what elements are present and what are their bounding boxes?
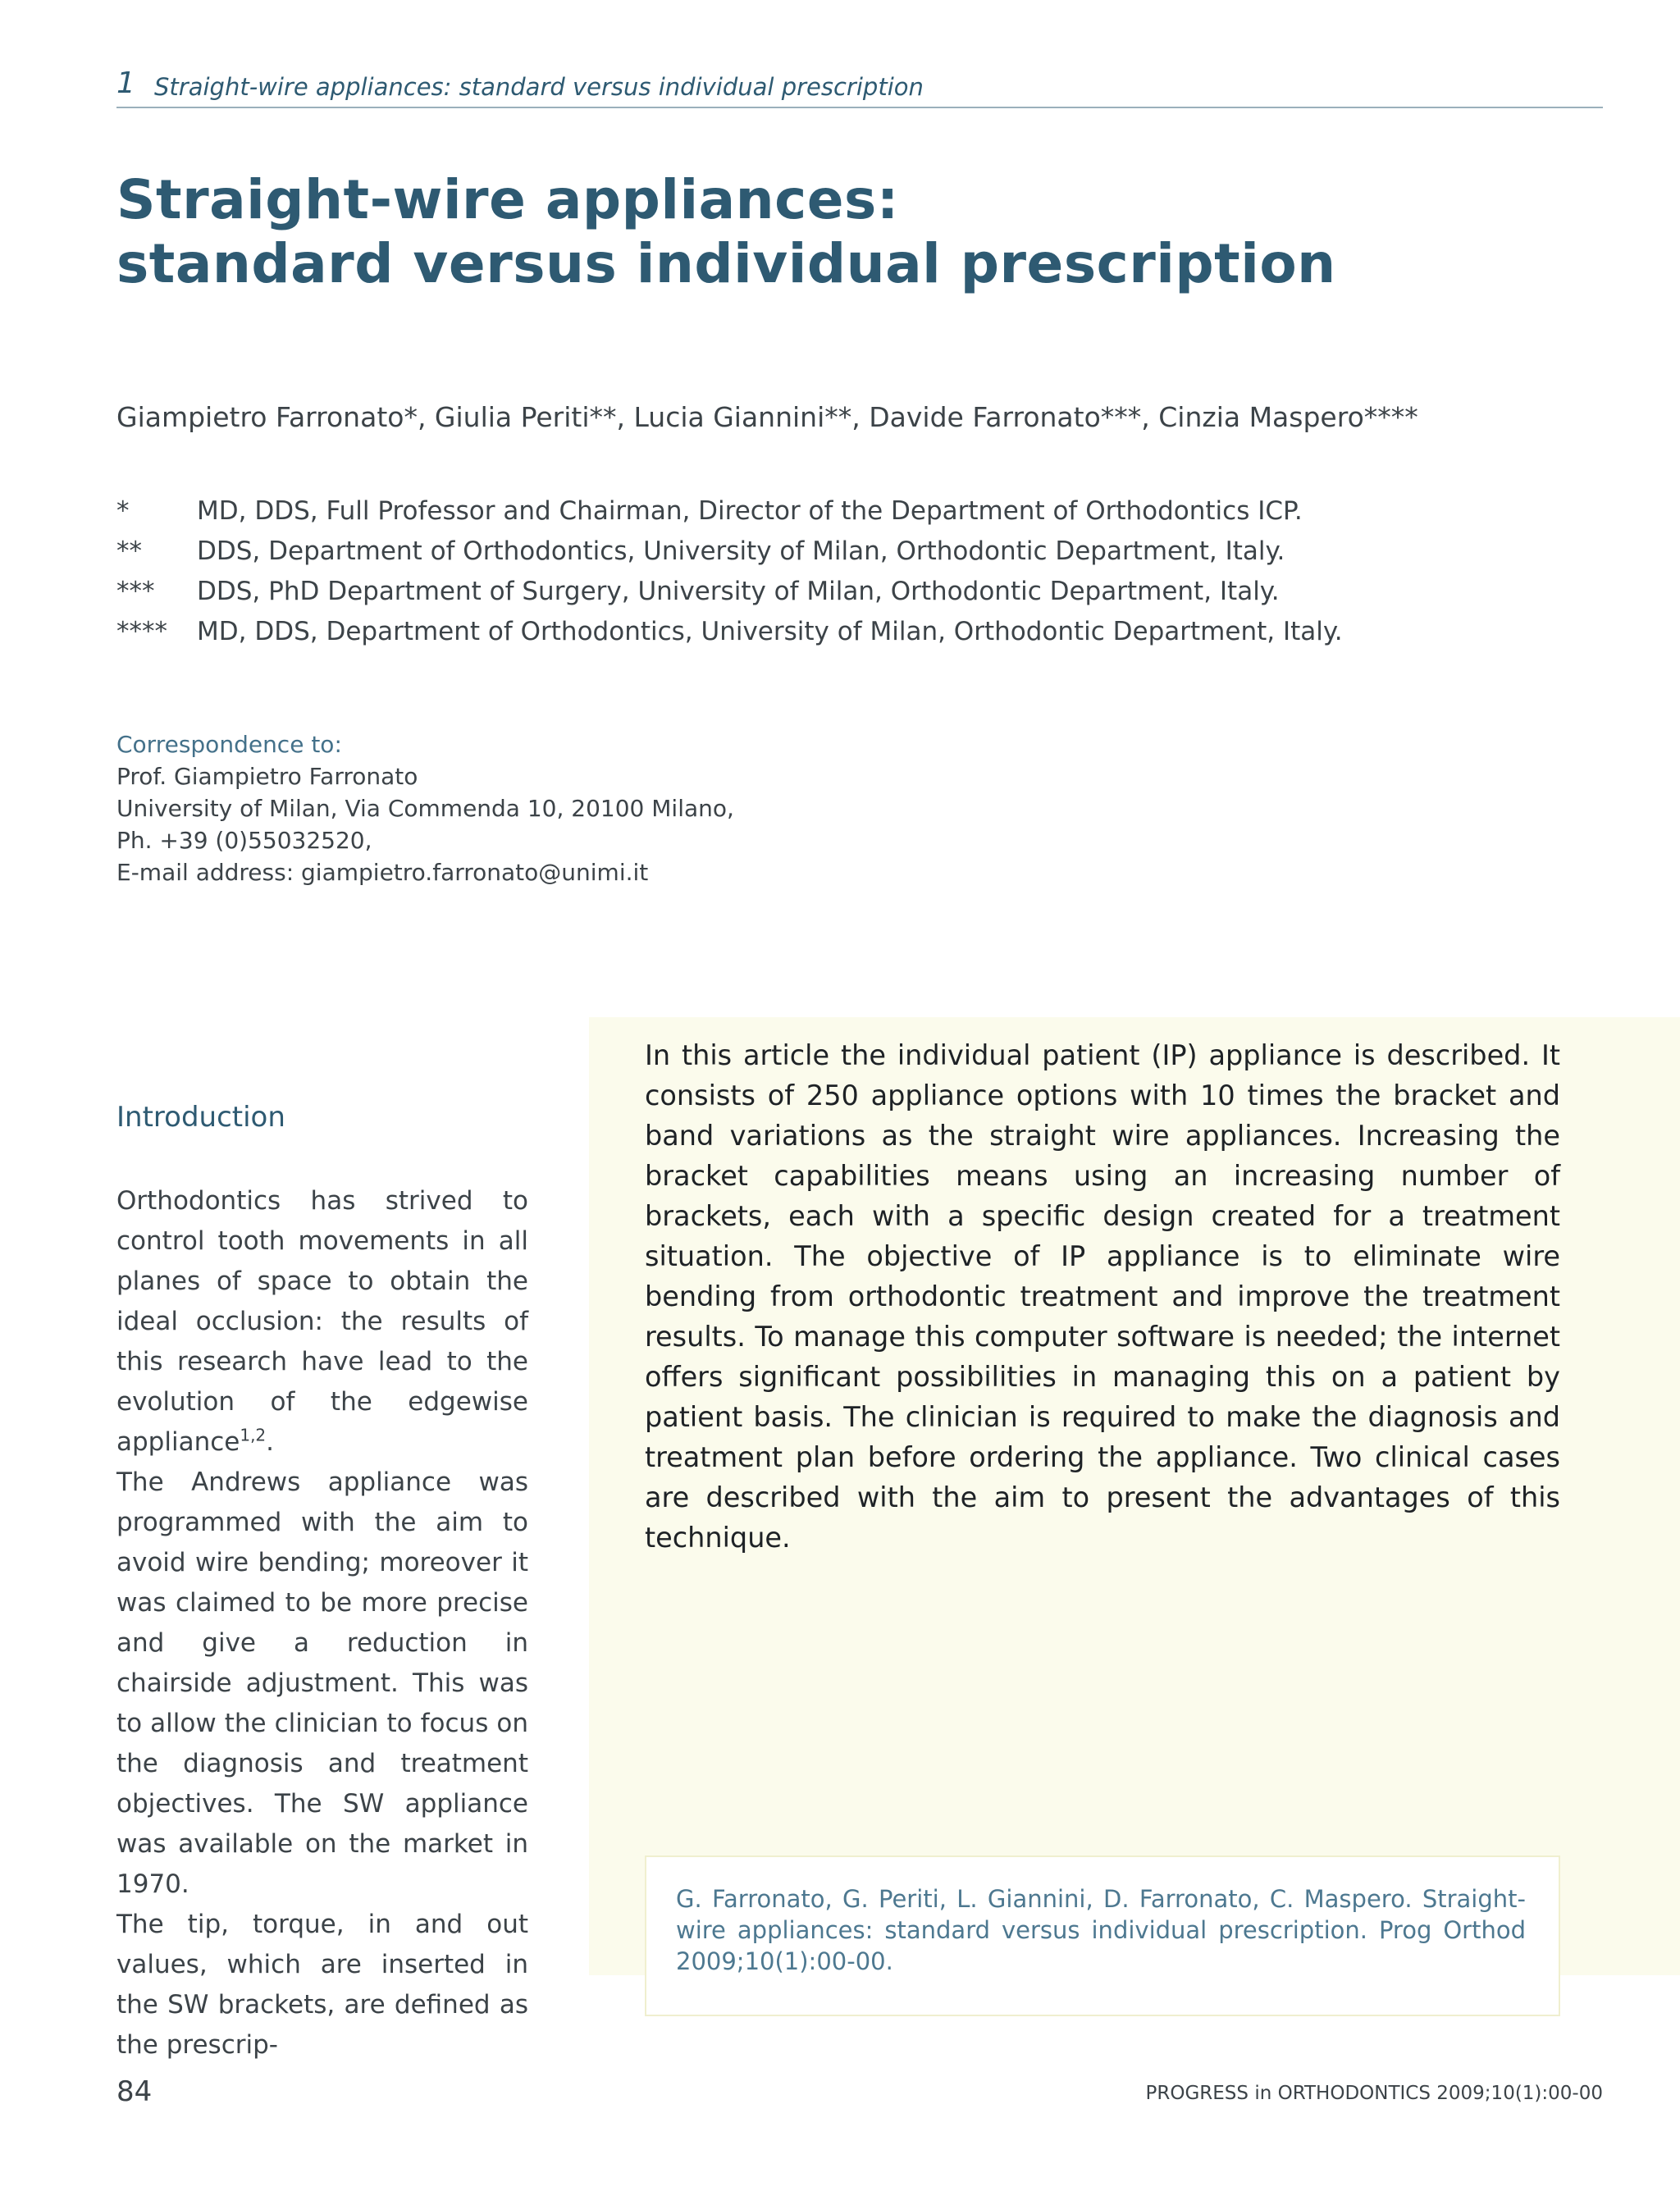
correspondence-email: E-mail address: giampietro.farronato@unimi.it [116,859,649,886]
paragraph-text: Orthodontics has strived to control tooth movements in all planes of space to obtain the ideal occlusion: the results of this research have lead to the evolution of the edgewise appliance [116,1186,528,1457]
paragraph [116,1181,528,1463]
section-heading-introduction: Introduction [116,1101,285,1134]
affiliation-text: DDS, PhD Department of Surgery, University of Milan, Orthodontic Department, Italy. [197,577,1280,606]
page-number: 84 [116,2075,153,2108]
journal-footer: PROGRESS in ORTHODONTICS 2009;10(1):00-00 [1145,2083,1603,2104]
correspondence-label: Correspondence to: [116,731,342,758]
affiliation-text: MD, DDS, Department of Orthodontics, University of Milan, Orthodontic Department, Italy. [197,617,1343,646]
citation-box [645,1855,1560,2016]
article-title [116,168,1511,296]
affiliation-mark: **** [116,617,167,646]
affiliation-text: MD, DDS, Full Professor and Chairman, Director of the Department of Orthodontics ICP. [197,496,1303,526]
correspondence-phone: Ph. +39 (0)55032520, [116,827,372,854]
title-line-2: standard versus individual prescription [116,232,1336,295]
affiliation-mark: * [116,496,130,526]
affiliation-mark: ** [116,536,142,566]
running-title: Straight-wire appliances: standard versus individual prescription [154,73,924,101]
introduction-body [116,1181,528,2065]
paragraph: The tip, torque, in and out values, which are inserted in the SW brackets, are defined as the prescrip- [116,1910,528,2060]
title-line-1: Straight-wire appliances: [116,168,899,231]
running-header [116,66,1603,108]
paragraph: The Andrews appliance was programmed with the aim to avoid wire bending; moreover it was claimed to be more precise and give a reduction in chairside adjustment. This was to allow the clinician to focus on the diagnosis and treatment objectives. The SW appliance was available on the market in 1970. [116,1467,528,1899]
author-list: Giampietro Farronato*, Giulia Periti**, Lucia Giannini**, Davide Farronato***, Cinzia Maspero**** [116,401,1418,433]
abstract-text: In this article the individual patient (IP) appliance is described. It consists of 250 appliance options with 10 times the bracket and band variations as the straight wire appliances. Increasing the bracket capabilities means using an increasing number of brackets, each with a specific design created for a treatment situation. The objective of IP appliance is to eliminate wire bending from orthodontic treatment and improve the treatment results. To manage this computer software is needed; the internet offers significant possibilities in managing this on a patient by patient basis. The clinician is required to make the diagnosis and treatment plan before ordering the appliance. Two clinical cases are described with the aim to present the advantages of this technique. [645,1039,1560,1554]
correspondence-name: Prof. Giampietro Farronato [116,763,418,790]
citation-text: G. Farronato, G. Periti, L. Giannini, D. Farronato, C. Maspero. Straight-wire appliances: standard versus individual prescription. Prog Orthod 2009;10(1):00-00. [676,1885,1526,1975]
correspondence-block [116,728,734,888]
paragraph-end: . [266,1427,275,1457]
chapter-number: 1 [116,66,135,100]
reference-superscript: 1,2 [240,1425,267,1445]
affiliation-mark: *** [116,577,155,606]
affiliation-text: DDS, Department of Orthodontics, University of Milan, Orthodontic Department, Italy. [197,536,1285,566]
correspondence-address: University of Milan, Via Commenda 10, 20100 Milano, [116,795,734,822]
